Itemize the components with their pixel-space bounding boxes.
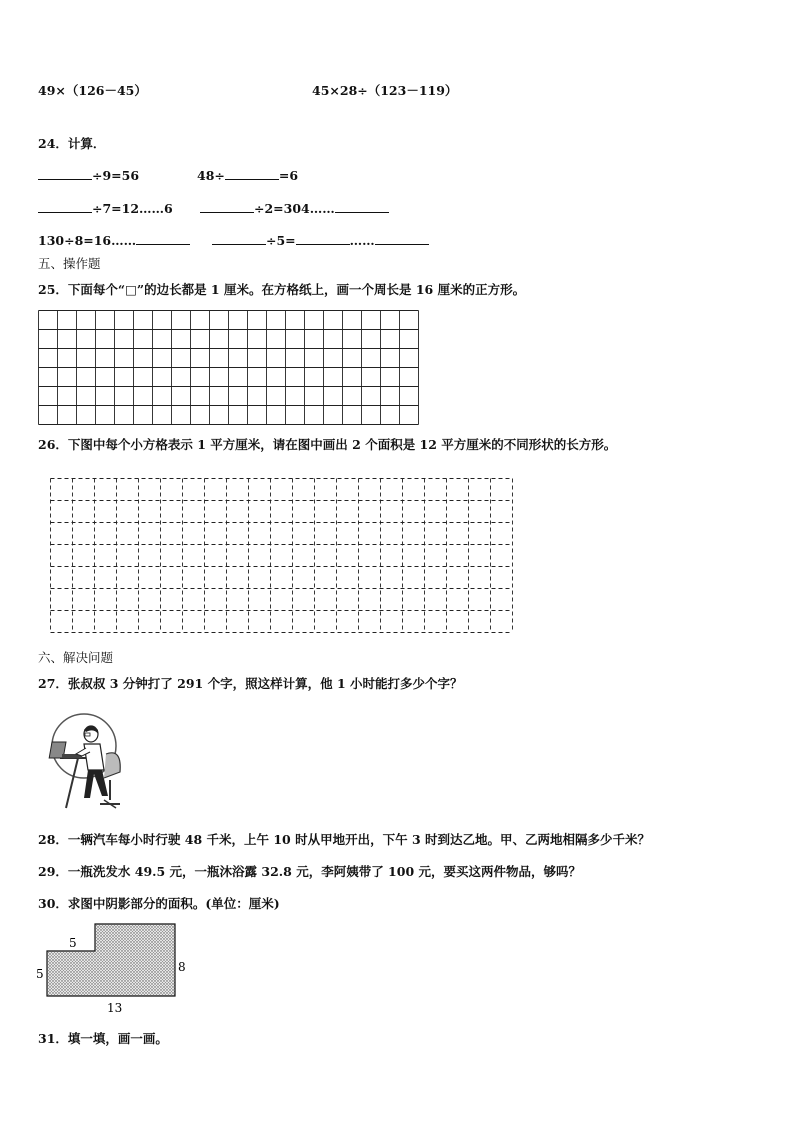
q28-text: 28．一辆汽车每小时行驶 48 千米，上午 10 时从甲地开出，下午 3 时到达乙地。甲、乙两地相隔多少千米？ [38,832,650,847]
equation-text: …… [349,233,375,248]
answer-blank[interactable] [335,200,389,213]
answer-blank[interactable] [136,232,190,245]
section-title: 五、操作题 [38,256,101,271]
q25-text: 25．下面每个“□”的边长都是 1 厘米。在方格纸上，画一个周长是 16 厘米的正方形。 [38,282,526,297]
answer-blank[interactable] [225,167,279,180]
q27-text: 27．张叔叔 3 分钟打了 291 个字，照这样计算，他 1 小时能打多少个字？ [38,676,463,691]
q24-row1-a [38,167,139,184]
q24-title: 24．计算． [38,136,106,151]
shaded-shape-figure [34,920,194,1020]
q24-row3-b [212,232,429,249]
equation-text: 130÷8=16…… [38,233,137,248]
q31-text: 31．填一填，画一画。 [38,1031,168,1046]
dimension-label-bottom: 13 [107,1001,123,1015]
answer-blank[interactable] [38,167,92,180]
answer-blank[interactable] [296,232,350,245]
answer-blank[interactable] [200,200,254,213]
equation-text: ÷5= [266,233,296,248]
answer-blank[interactable] [212,232,266,245]
q24-row3-a [38,232,190,249]
q29-text: 29．一瓶洗发水 49.5 元，一瓶沐浴露 32.8 元，李阿姨带了 100 元，要买这两件物品，够吗？ [38,864,581,879]
equation-text: ÷2=304…… [254,201,335,216]
expression-left: 49×（126－45） [38,83,147,98]
expression-right: 45×28÷（123－119） [312,83,458,98]
square-grid[interactable] [38,310,420,426]
q24-row2-b [200,200,389,217]
dimension-label-left: 5 [36,967,44,981]
answer-blank[interactable] [375,232,429,245]
equation-text: ÷9=56 [92,168,140,183]
q26-text: 26．下图中每个小方格表示 1 平方厘米，请在图中画出 2 个面积是 12 平方厘米的不同形状的长方形。 [38,437,617,452]
shaded-region [47,924,175,996]
dimension-label-right: 8 [178,960,186,974]
q24-row1-b [197,167,298,184]
dimension-label-top: 5 [69,936,77,950]
equation-text: =6 [278,168,299,183]
dashed-grid[interactable] [50,478,515,633]
typing-man-illustration [44,708,132,812]
equation-text: 48÷ [197,168,225,183]
section-title: 六、解决问题 [38,650,114,665]
q24-row2-a [38,200,173,217]
equation-text: ÷7=12……6 [92,201,173,216]
answer-blank[interactable] [38,200,92,213]
q30-text: 30．求图中阴影部分的面积。(单位：厘米) [38,896,280,911]
